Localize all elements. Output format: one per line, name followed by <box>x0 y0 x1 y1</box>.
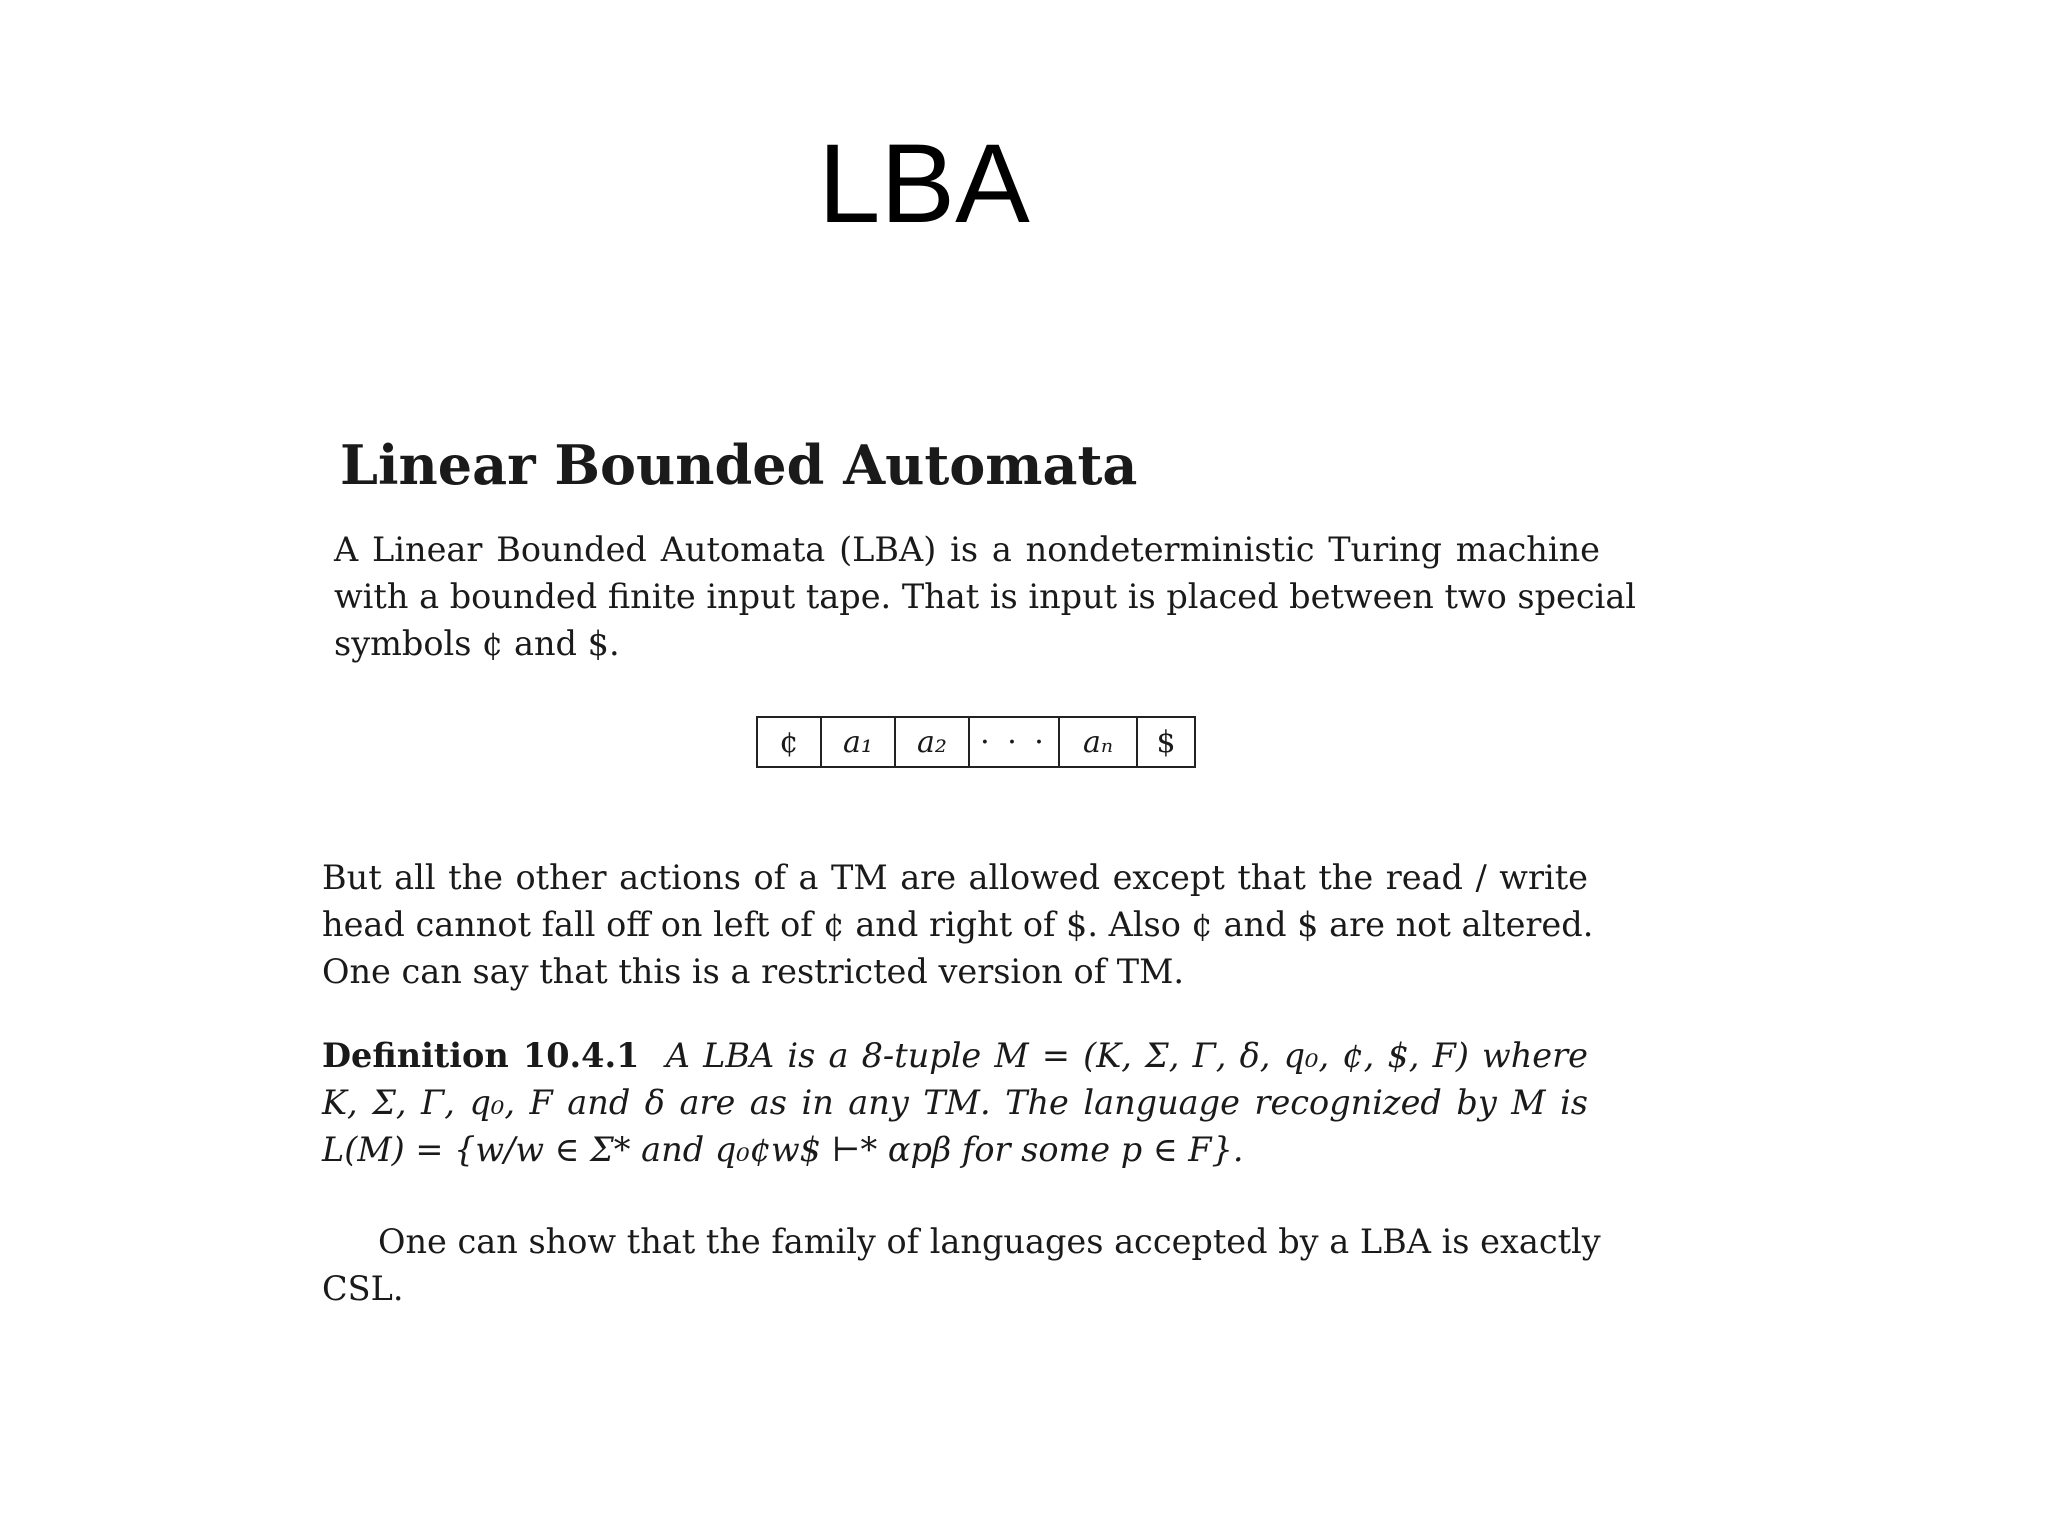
tape-cell-an: aₙ <box>1060 718 1138 766</box>
actions-paragraph <box>322 854 1594 995</box>
closing-line: One can show that the family of languages accepted by a LBA is exactly <box>378 1222 1601 1261</box>
intro-line: symbols ¢ and $. <box>334 624 620 663</box>
actions-line: One can say that this is a restricted version of TM. <box>322 952 1185 991</box>
tape-diagram <box>756 716 1196 768</box>
definition-line-2: K, Σ, Γ, q₀, F and δ are as in any TM. The language recognized by M is <box>322 1083 1588 1122</box>
intro-line: A Linear Bounded Automata (LBA) is a nondeterministic Turing machine <box>334 530 1600 569</box>
definition-paragraph <box>322 1032 1588 1173</box>
definition-text: A LBA is a 8-tuple M = (K, Σ, Γ, δ, q₀, ¢, $, F) where <box>665 1036 1588 1075</box>
tape-cell-ellipsis: · · · <box>970 718 1060 766</box>
slide-title: LBA <box>818 121 1030 246</box>
actions-line: head cannot fall off on left of ¢ and right of $. Also ¢ and $ are not altered. <box>322 905 1594 944</box>
tape-cell-left-marker: ¢ <box>758 718 822 766</box>
intro-paragraph <box>334 526 1637 667</box>
tape-cell-a2: a₂ <box>896 718 970 766</box>
closing-paragraph <box>322 1218 1601 1312</box>
tape-cell-right-marker: $ <box>1156 724 1176 760</box>
closing-line: CSL. <box>322 1269 404 1308</box>
section-heading: Linear Bounded Automata <box>340 433 1138 497</box>
actions-line: But all the other actions of a TM are allowed except that the read / write <box>322 858 1588 897</box>
intro-line: with a bounded finite input tape. That is input is placed between two special <box>334 577 1637 616</box>
definition-label: Definition 10.4.1 <box>322 1036 640 1075</box>
definition-line-3: L(M) = {w/w ∈ Σ* and q₀¢w$ ⊢* αpβ for some p ∈ F}. <box>322 1130 1244 1169</box>
definition-line-1 <box>322 1032 1588 1079</box>
tape-cell-a1: a₁ <box>822 718 896 766</box>
